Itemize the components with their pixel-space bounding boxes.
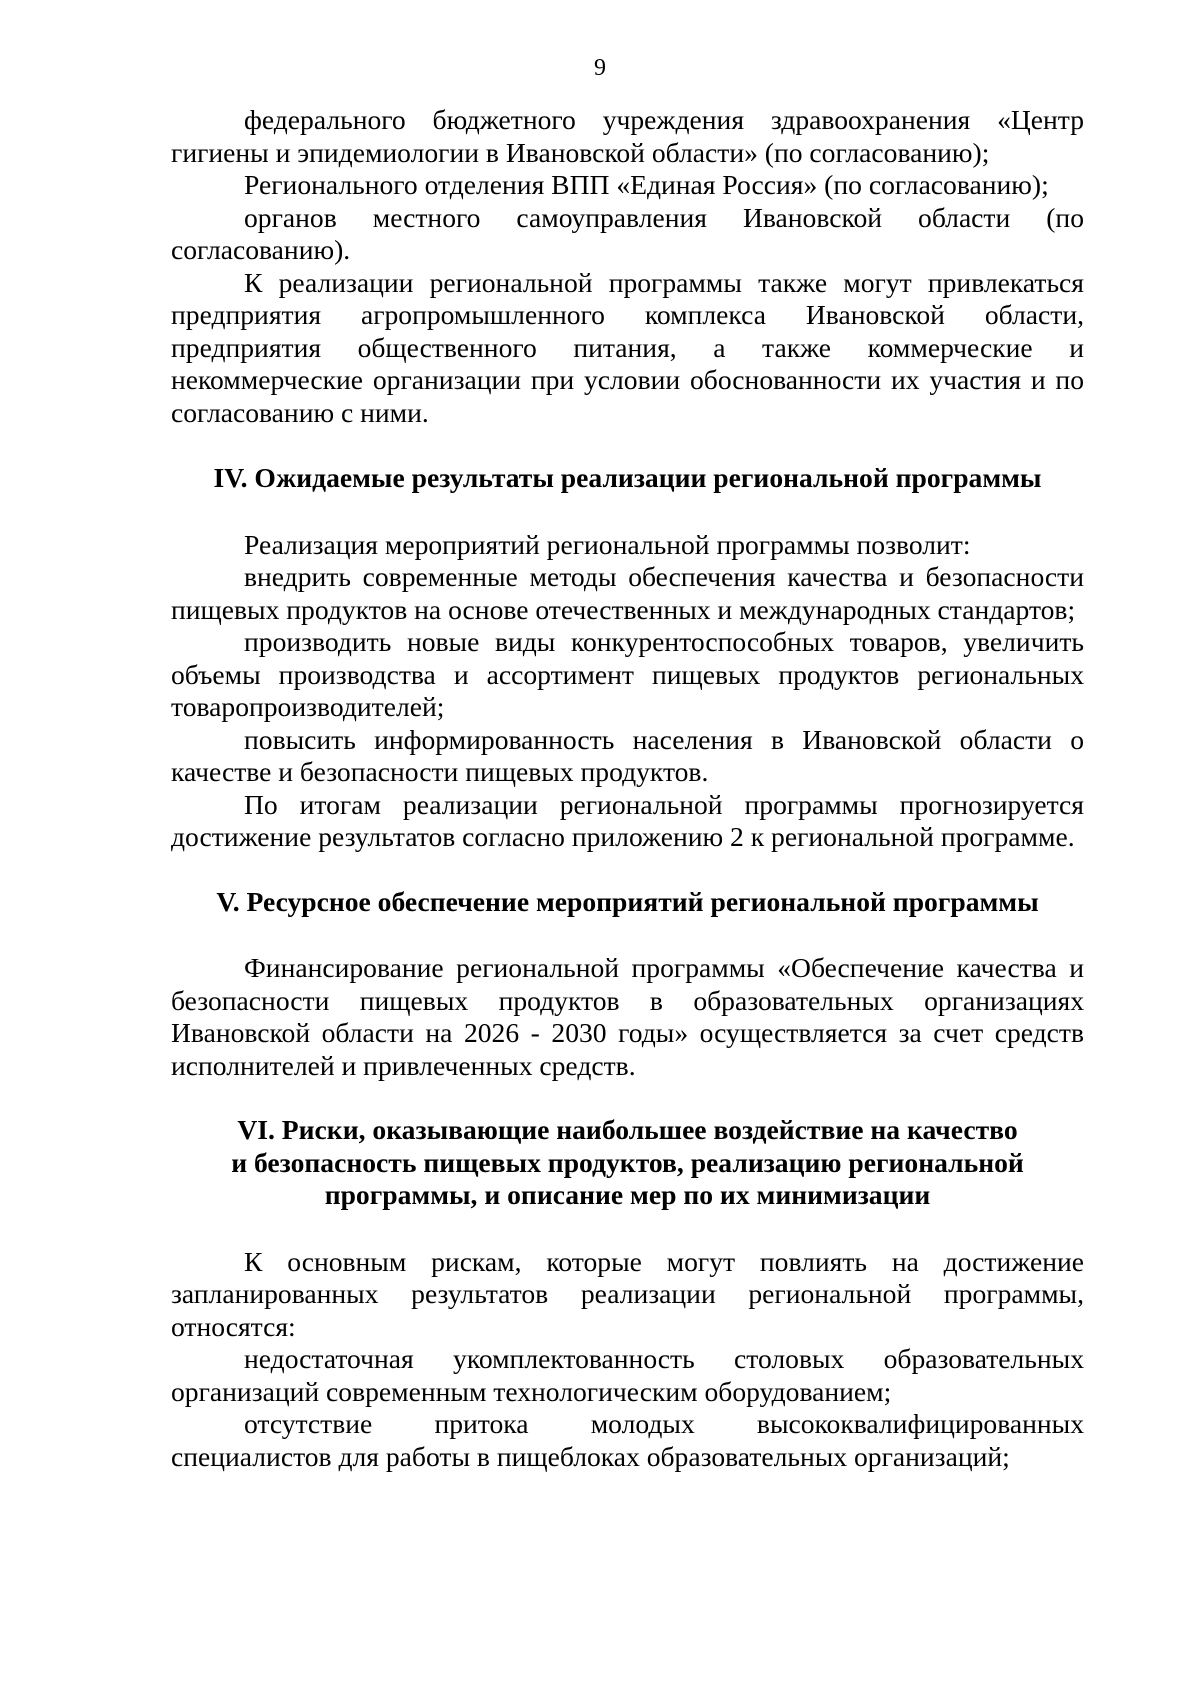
paragraph: повысить информированность населения в Ивановской области о качестве и безопасности пищевых продуктов. [171, 723, 1084, 787]
section-heading-iv: IV. Ожидаемые результаты реализации региональной программы [213, 462, 1042, 493]
paragraph: К основным рискам, которые могут повлиять на достижение запланированных результатов реализации региональной программы, относятся: [171, 1245, 1084, 1342]
paragraph: отсутствие притока молодых высококвалифицированных специалистов для работы в пищеблоках образовательных организаций; [171, 1408, 1084, 1472]
paragraph: Регионального отделения ВПП «Единая Россия» (по согласованию); [244, 169, 1049, 200]
document-body [171, 104, 1084, 1473]
paragraph: Финансирование региональной программы «Обеспечение качества и безопасности пищевых продуктов в образовательных организациях Ивановской области на 2026 - 2030 годы» осуществляется за счет средств исполнителей и привлеченных средств. [171, 952, 1084, 1081]
section-heading-vi [171, 1114, 1084, 1212]
paragraph: федерального бюджетного учреждения здравоохранения «Центр гигиены и эпидемиологии в Ивановской области» (по согласованию); [171, 104, 1084, 168]
section-heading-v: V. Ресурсное обеспечение мероприятий региональной программы [216, 885, 1039, 917]
paragraph: производить новые виды конкурентоспособных товаров, увеличить объемы производства и ассортимент пищевых продуктов региональных товаропроизводителей; [171, 626, 1084, 722]
heading-line: VI. Риски, оказывающие наибольшее воздействие на качество [237, 1114, 1018, 1145]
heading-line: программы, и описание мер по их минимизации [324, 1179, 931, 1210]
page-number: 9 [594, 55, 606, 81]
heading-line: и безопасность пищевых продуктов, реализацию региональной [231, 1146, 1024, 1178]
paragraph: внедрить современные методы обеспечения качества и безопасности пищевых продуктов на основе отечественных и международных стандартов; [171, 561, 1084, 625]
paragraph: К реализации региональной программы также могут привлекаться предприятия агропромышленного комплекса Ивановской области, предприятия общественного питания, а также коммерческие и некоммерческие организации при условии обоснованности их участия и по согласованию с ними. [171, 266, 1084, 428]
paragraph: недостаточная укомплектованность столовых образовательных организаций современным технологическим оборудованием; [171, 1343, 1084, 1407]
paragraph: Реализация мероприятий региональной программы позволит: [244, 528, 971, 560]
paragraph: По итогам реализации региональной программы прогнозируется достижение результатов согласно приложению 2 к региональной программе. [171, 788, 1084, 852]
paragraph: органов местного самоуправления Ивановской области (по согласованию). [171, 201, 1084, 265]
